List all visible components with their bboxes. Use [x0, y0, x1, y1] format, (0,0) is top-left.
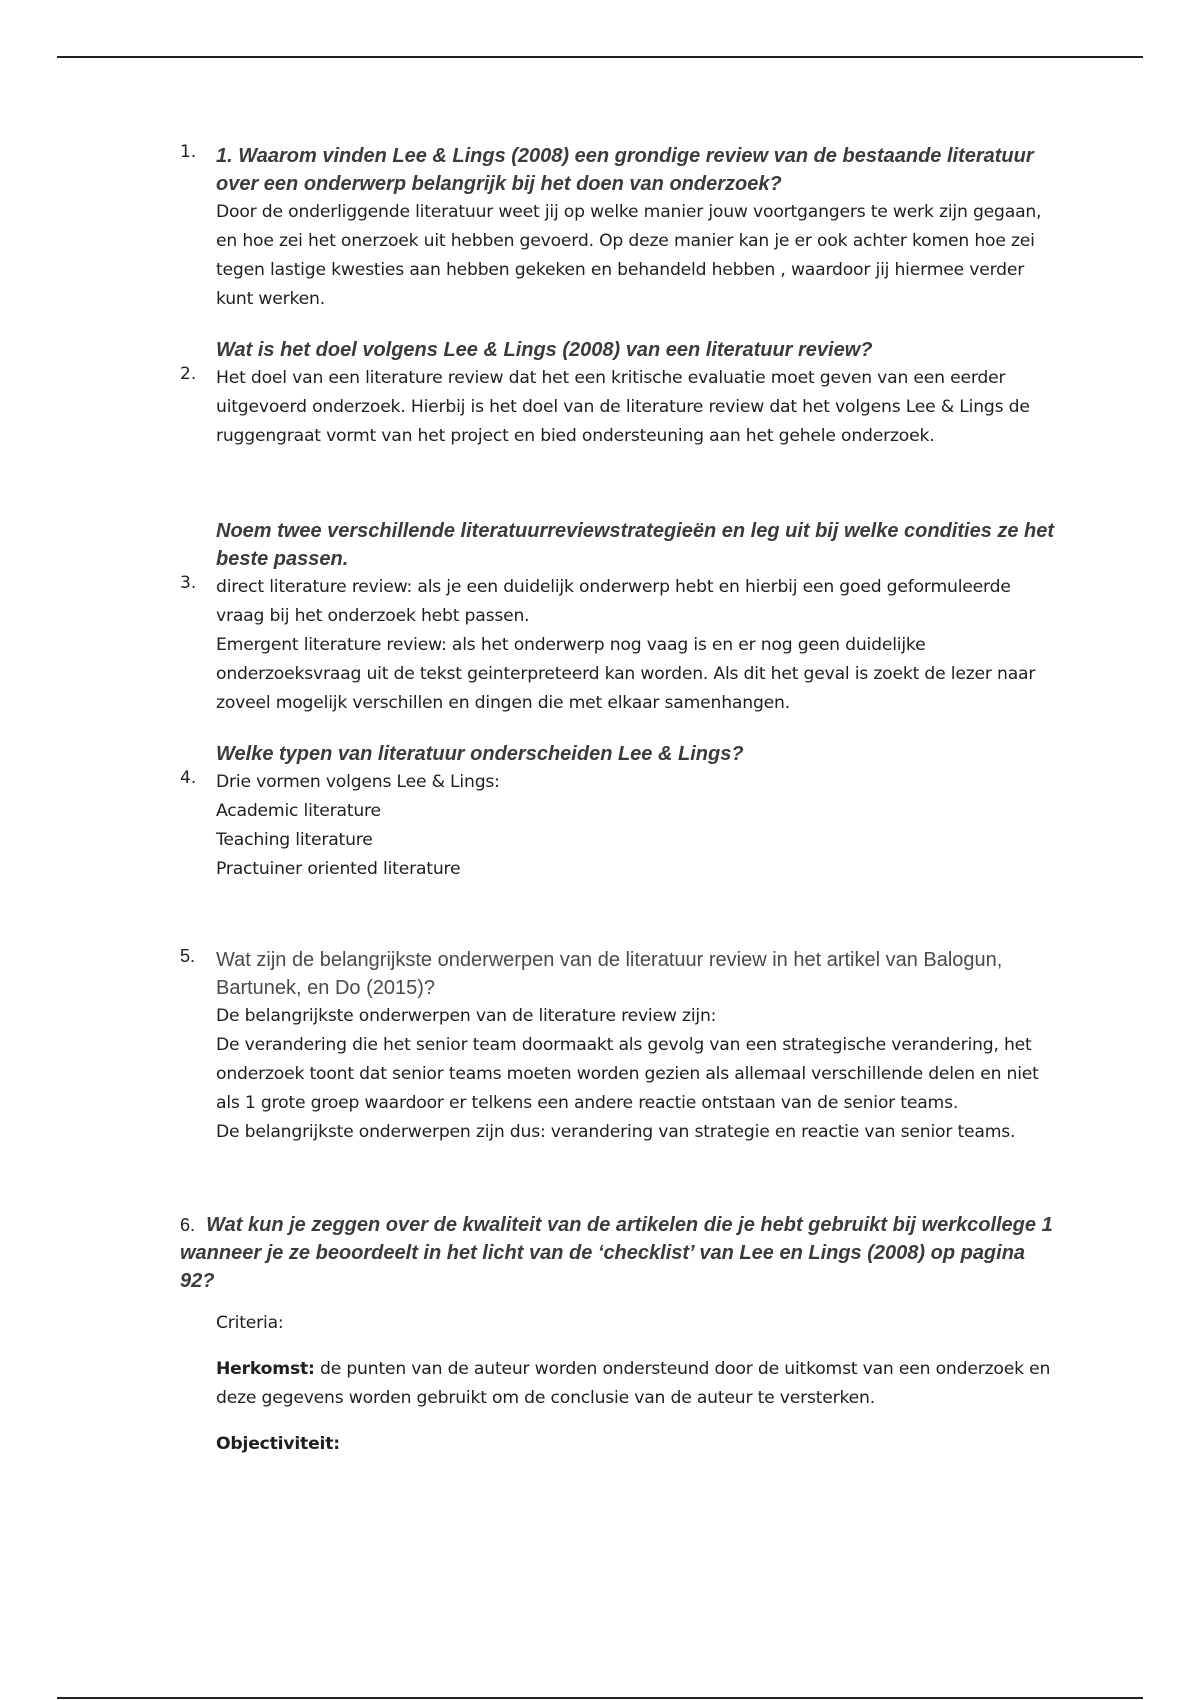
list-item: Academic literature [216, 801, 381, 821]
answer-text: Emergent literature review: als het onderwerp nog vaag is en er nog geen duidelijke onderzoeksvraag uit de tekst geinterpreteerd kan worden. Als dit het geval is zoekt de lezer naar zoveel mogelijk verschillen en dingen die met elkaar samenhangen. [216, 635, 1036, 713]
list-number: 5. [180, 946, 196, 966]
question-title: Wat is het doel volgens Lee & Lings (2008) van een literatuur review? [216, 339, 873, 361]
list-number: 1. [180, 142, 197, 162]
question-2 [180, 336, 1060, 451]
answer-text: direct literature review: als je een duidelijk onderwerp hebt en hierbij een goed geformuleerde vraag bij het onderzoek hebt passen. [216, 577, 1011, 626]
question-title: 1. Waarom vinden Lee & Lings (2008) een grondige review van de bestaande literatuur over een onderwerp belangrijk bij het doen van onderzoek? [216, 145, 1034, 195]
objectiviteit-paragraph [216, 1430, 1060, 1459]
question-title: Welke typen van literatuur onderscheiden Lee & Lings? [216, 743, 744, 765]
herkomst-text: de punten van de auteur worden ondersteund door de uitkomst van een onderzoek en deze gegevens worden gebruikt om de conclusie van de auteur te versterken. [216, 1359, 1051, 1408]
header-rule [57, 56, 1143, 58]
answer-text: Door de onderliggende literatuur weet jij op welke manier jouw voortgangers te werk zijn gegaan, en hoe zei het onerzoek uit hebben gevoerd. Op deze manier kan je er ook achter komen hoe zei tegen lastige kwesties aan hebben gekeken en behandeld hebben , waardoor jij hiermee verder kunt werken. [216, 202, 1042, 309]
herkomst-paragraph [216, 1355, 1060, 1413]
answer-text: De verandering die het senior team doormaakt als gevolg van een strategische verandering, het onderzoek toont dat senior teams moeten worden gezien als allemaal verschillende delen en niet als 1 grote groep waardoor er telkens een andere reactie ontstaan van de senior teams. [216, 1035, 1039, 1113]
question-4 [180, 740, 1060, 884]
question-title-text: Wat kun je zeggen over de kwaliteit van de artikelen die je hebt gebruikt bij werkcollege 1 wanneer je ze beoordeelt in het licht van de ‘checklist’ van Lee en Lings (2008) op pagina 92? [180, 1214, 1053, 1292]
document-body [180, 142, 1060, 1459]
question-title: Noem twee verschillende literatuurreviewstrategieën en leg uit bij welke condities ze het beste passen. [216, 520, 1055, 570]
objectiviteit-label: Objectiviteit: [216, 1434, 340, 1454]
answer-intro: De belangrijkste onderwerpen van de literature review zijn: [216, 1006, 717, 1026]
question-title: Wat zijn de belangrijkste onderwerpen van de literatuur review in het artikel van Balogun, Bartunek, en Do (2015)? [216, 949, 1003, 999]
footer-rule [57, 1697, 1143, 1699]
answer-text: De belangrijkste onderwerpen zijn dus: verandering van strategie en reactie van senior teams. [216, 1122, 1016, 1142]
question-5 [180, 946, 1060, 1147]
list-number: 2. [180, 364, 197, 384]
question-6 [180, 1211, 1060, 1459]
question-1 [180, 142, 1060, 314]
list-item: Teaching literature [216, 830, 373, 850]
answer-text: Het doel van een literature review dat het een kritische evaluatie moet geven van een eerder uitgevoerd onderzoek. Hierbij is het doel van de literature review dat het volgens Lee & Lings de ruggengraat vormt van het project en bied ondersteuning aan het gehele onderzoek. [216, 368, 1030, 446]
herkomst-label: Herkomst: [216, 1359, 315, 1379]
question-title [180, 1211, 1060, 1295]
criteria-label: Criteria: [216, 1313, 284, 1333]
list-number: 6. [180, 1215, 196, 1235]
question-3 [180, 517, 1060, 718]
list-item: Practuiner oriented literature [216, 859, 461, 879]
list-number: 3. [180, 573, 197, 593]
answer-intro: Drie vormen volgens Lee & Lings: [216, 772, 500, 792]
list-number: 4. [180, 768, 197, 788]
